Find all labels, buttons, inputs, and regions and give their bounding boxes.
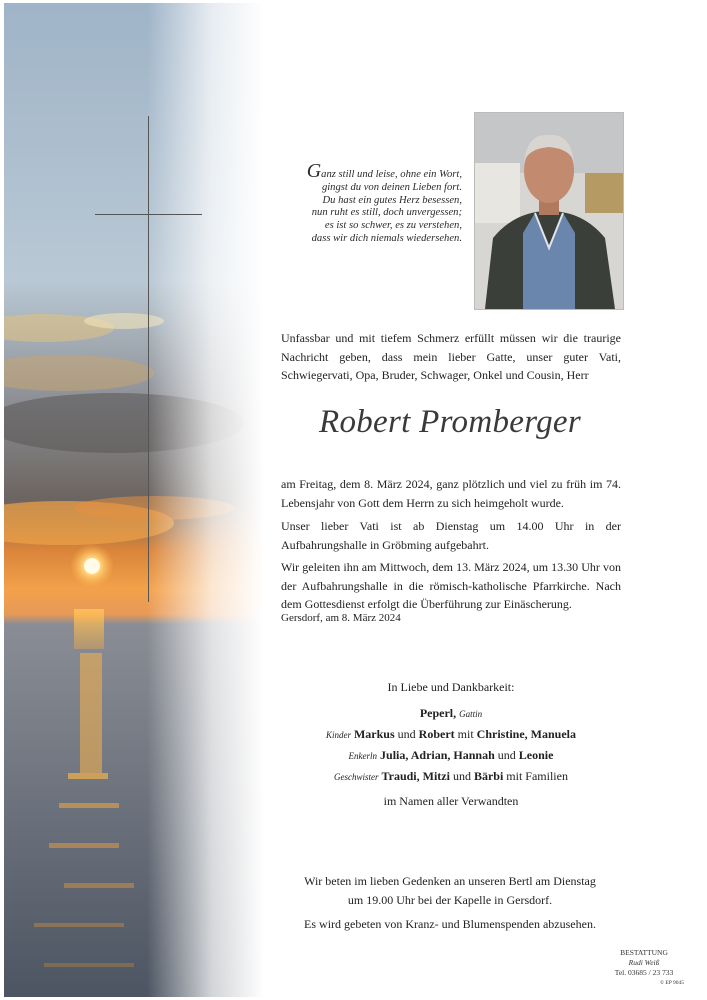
with-word: mit	[457, 727, 474, 741]
family-list	[281, 677, 621, 811]
family-heading: In Liebe und Dankbarkeit:	[387, 680, 515, 694]
deceased-name: Robert Promberger	[318, 404, 582, 440]
family-relatives: im Namen aller Verwandten	[383, 794, 519, 808]
grandchild-last: Leonie	[518, 748, 554, 762]
wife-name: Peperl,	[419, 706, 457, 720]
viewing-paragraph: Unser lieber Vati ist ab Dienstag um 14.00 Uhr in der Aufbahrungshalle in Gröbming aufgebahrt.	[281, 519, 621, 552]
closing-line-3: Es wird gebeten von Kranz- und Blumenspenden abzusehen.	[304, 917, 596, 931]
imprint-phone: Tel. 03685 / 23 733	[614, 968, 674, 977]
child-2: Robert	[418, 727, 455, 741]
siblings-role: Geschwister	[334, 772, 379, 782]
siblings: Traudi, Mitzi	[381, 769, 450, 783]
date-place: Gersdorf, am 8. März 2024	[281, 612, 401, 624]
poem-line-1-text: anz still und leise, ohne ein Wort,	[321, 169, 462, 180]
child-1: Markus	[353, 727, 395, 741]
children-role: Kinder	[325, 730, 351, 740]
poem-line-3: Du hast ein gutes Herz besessen,	[322, 194, 462, 206]
image-fade-overlay	[4, 3, 264, 997]
funeral-paragraph: Wir geleiten ihn am Mittwoch, dem 13. März 2024, um 13.30 Uhr von der Aufbahrungshalle in die römisch-katholische Pfarrkirche. Nach dem Gottesdienst erfolgt die Überführung zur Einäscherung.	[281, 560, 621, 611]
poem	[276, 160, 462, 246]
imprint-name: Rudi Weiß	[628, 958, 660, 967]
poem-line-4: nun ruht es still, doch unvergessen;	[311, 207, 462, 219]
imprint-title: BESTATTUNG	[620, 948, 668, 957]
family-row-wife	[281, 703, 621, 724]
portrait-photo	[474, 112, 624, 310]
sibling-last: Bärbi	[473, 769, 504, 783]
family-row-grandchildren	[281, 745, 621, 766]
and-word: und	[397, 727, 416, 741]
death-notice-paragraph: am Freitag, dem 8. März 2024, ganz plötzlich und viel zu früh im 74. Lebensjahr von Gott dem Herrn zu sich heimgeholt wurde.	[281, 477, 621, 510]
cross-vertical-bar	[148, 116, 149, 602]
imprint-code: © EP 9045	[659, 980, 684, 986]
closing-line-1: Wir beten im lieben Gedenken an unseren Bertl am Dienstag	[304, 874, 596, 888]
family-row-children	[281, 724, 621, 745]
grandchildren: Julia, Adrian, Hannah	[380, 748, 495, 762]
partners: Christine, Manuela	[476, 727, 577, 741]
poem-line-2: gingst du von deinen Lieben fort.	[321, 181, 462, 193]
funeral-home-imprint	[604, 948, 684, 988]
closing-notes	[270, 872, 630, 934]
and-word-2: und	[497, 748, 516, 762]
sunset-sea-image	[4, 3, 264, 997]
poem-dropcap: G	[306, 160, 322, 182]
poem-line-6: dass wir dich niemals wiedersehen.	[311, 232, 462, 244]
poem-line-1	[276, 160, 462, 182]
grandchildren-role: Enkerln	[348, 751, 378, 761]
with-families: mit Familien	[506, 769, 568, 783]
poem-line-5: es ist so schwer, es zu verstehen,	[324, 220, 462, 232]
and-word-3: und	[452, 769, 471, 783]
wife-role: Gattin	[459, 709, 483, 719]
closing-line-2: um 19.00 Uhr bei der Kapelle in Gersdorf.	[347, 892, 553, 907]
intro-paragraph: Unfassbar und mit tiefem Schmerz erfüllt müssen wir die traurige Nachricht geben, dass mein lieber Gatte, unser guter Vati, Schwiegervati, Opa, Bruder, Schwager, Onkel und Cousin, Herr	[281, 331, 621, 382]
cross-horizontal-bar	[95, 214, 202, 215]
family-row-siblings	[281, 766, 621, 787]
